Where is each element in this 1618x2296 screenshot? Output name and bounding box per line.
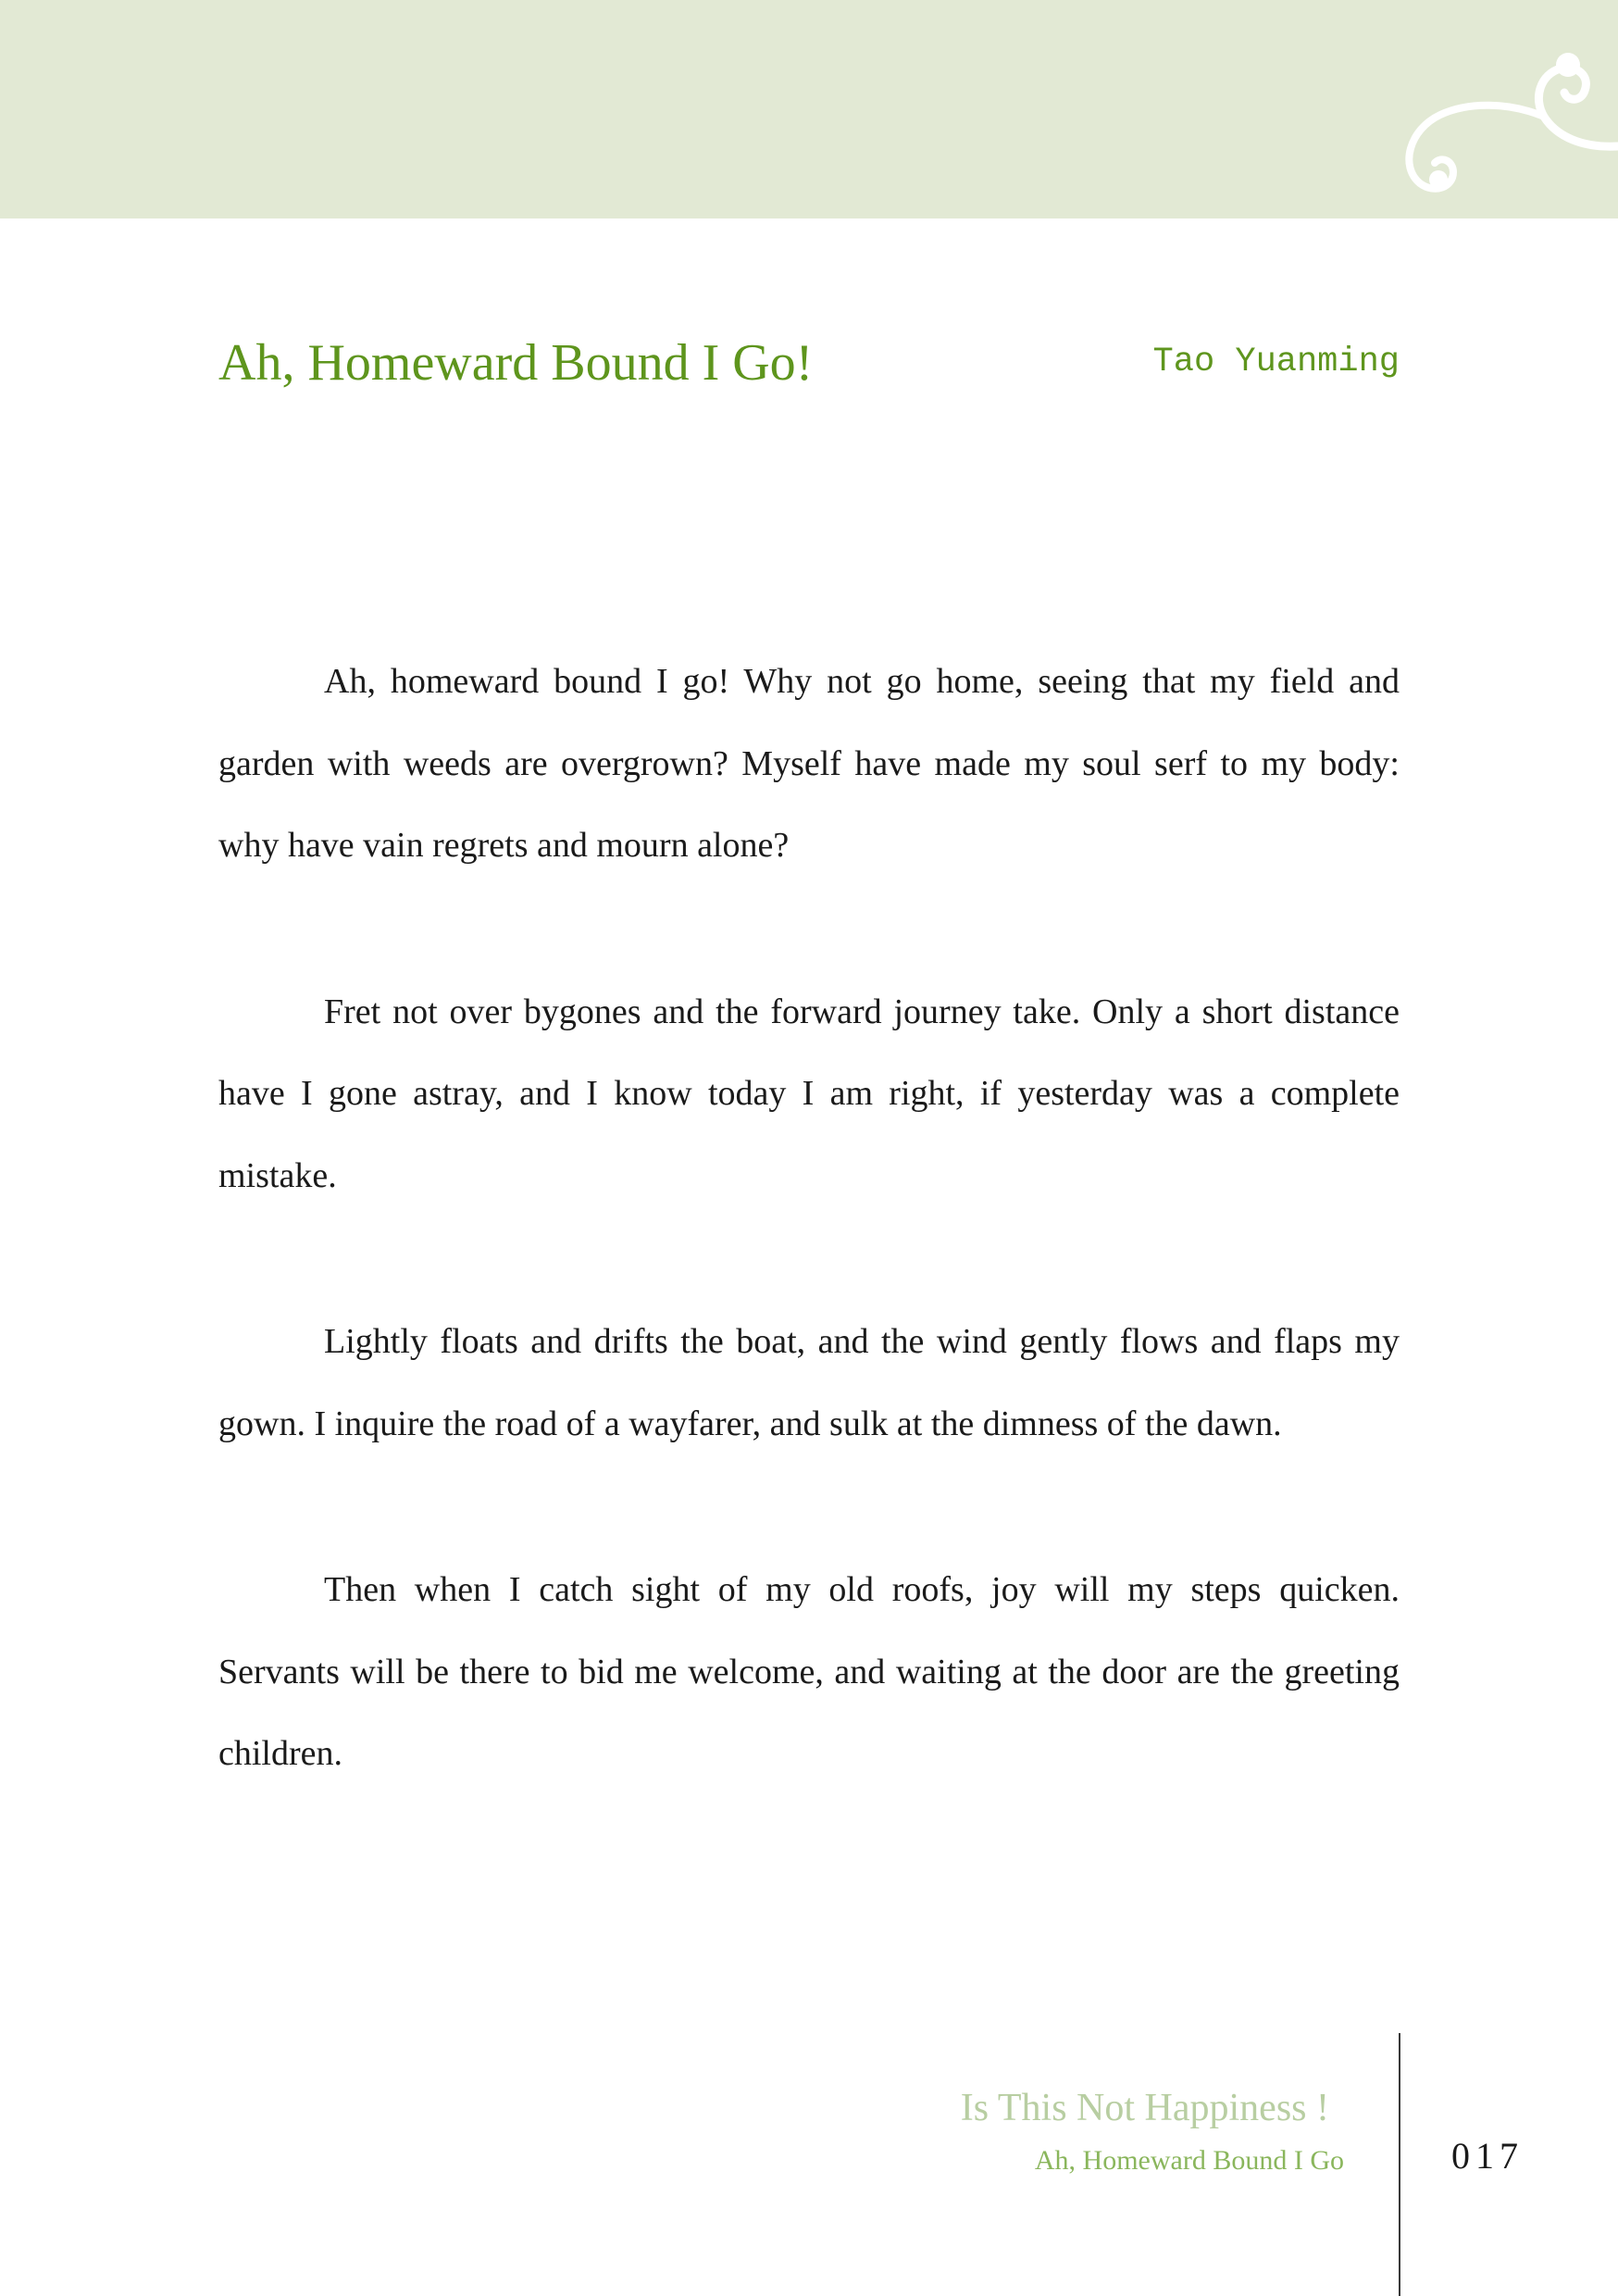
paragraph: Then when I catch sight of my old roofs, joy will my steps quicken. Servants will be there to bid me welcome, and waiting at the door are the greeting children. [218, 1570, 1400, 1773]
paragraph: Lightly floats and drifts the boat, and the wind gently flows and flaps my gown. I inquire the road of a wayfarer, and sulk at the dimness of the dawn. [218, 1322, 1400, 1443]
running-footer-book-title: Is This Not Happiness ! [960, 2087, 1329, 2129]
swirl-flourish-icon [1379, 37, 1618, 204]
article-author: Tao Yuanming [1152, 343, 1400, 381]
article-body [218, 641, 1400, 1879]
running-footer-chapter-title: Ah, Homeward Bound I Go [1034, 2145, 1344, 2176]
header-band [0, 0, 1618, 218]
page-number: 017 [1451, 2135, 1524, 2177]
article-title: Ah, Homeward Bound I Go! [218, 334, 814, 392]
paragraph: Fret not over bygones and the forward journey take. Only a short distance have I gone astray, and I know today I am right, if yesterday was a complete mistake. [218, 992, 1400, 1195]
footer-divider [1399, 2033, 1400, 2296]
paragraph: Ah, homeward bound I go! Why not go home, seeing that my field and garden with weeds are overgrown? Myself have made my soul serf to my body: why have vain regrets and mourn alone? [218, 662, 1400, 865]
